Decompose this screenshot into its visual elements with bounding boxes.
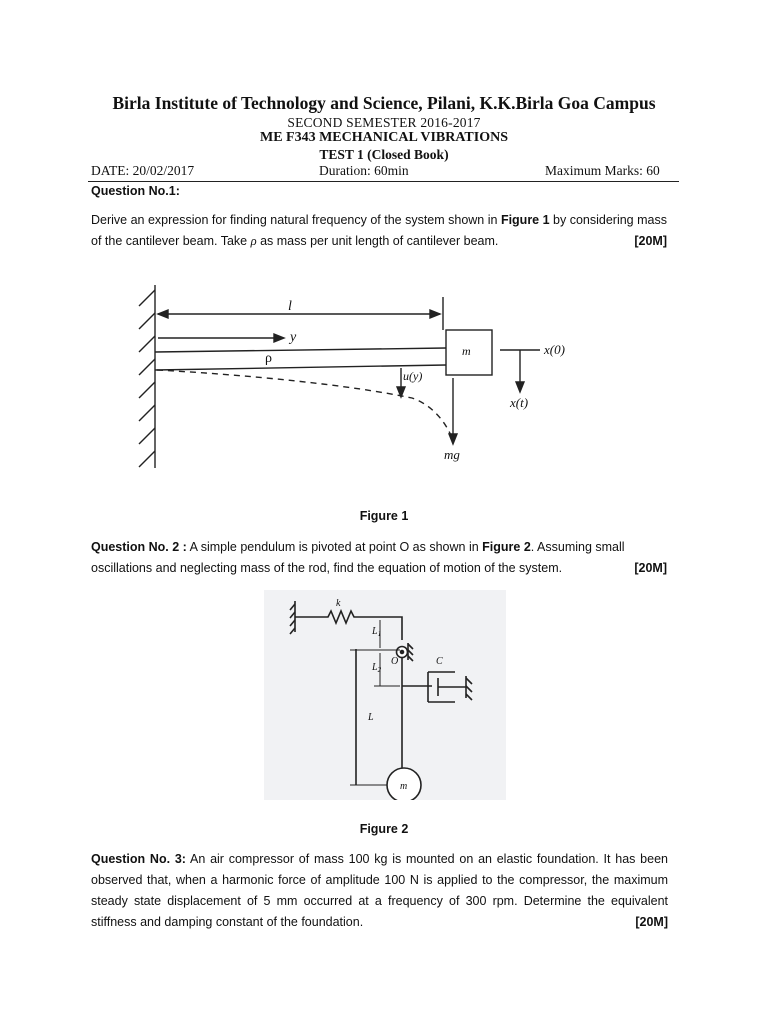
question-1-text-b: by considering mass of the cantilever beam. Take [91,213,667,248]
label-m: m [400,781,408,792]
label-length: l [288,299,292,314]
question-2 [91,537,667,579]
beam-top-edge [155,348,446,352]
label-rho: ρ [265,351,272,366]
rho-symbol: ρ [250,234,257,248]
label-x-t: x(t) [510,395,529,410]
question-2-text-b: . Assuming small oscillations and neglecting mass of the rod, find the equation of motion of the system. [91,540,625,575]
maximum-marks: Maximum Marks: 60 [545,163,660,178]
figure-1-reference: Figure 1 [500,213,550,227]
question-2-heading: Question No. 2 : [91,540,187,554]
question-1 [91,181,667,202]
figure-2-reference: Figure 2 [482,540,531,554]
figure-1-caption: Figure 1 [359,509,409,523]
label-u-y: u(y) [403,369,423,383]
label-k: k [336,598,341,609]
figure-2-pendulum-diagram [264,590,506,800]
exam-duration: Duration: 60min [319,163,409,178]
label-l2: $L_2$ [372,662,382,674]
question-1-marks: [20M] [634,234,667,248]
question-3 [91,849,668,933]
label-l: L [368,712,374,723]
question-2-text-a: A simple pendulum is pivoted at point O as shown in [186,540,483,554]
label-mass: m [462,344,471,358]
label-x0: x(0) [544,342,565,357]
institution-title: Birla Institute of Technology and Science, Pilani, K.K.Birla Goa Campus [112,93,656,113]
figure-2-background [264,590,506,800]
question-1-text [91,210,667,252]
question-3-text: An air compressor of mass 100 kg is mounted on an elastic foundation. It has been observed that, when a harmonic force of amplitude 100 N is applied to the compressor, the maximum steady state displacement of 5 mm occurred at a frequency of 300 rpm. Determine the equivalent stiffness and damping constant of the foundation. [91,852,668,929]
label-y: y [290,330,297,345]
label-l1: $L_1$ [372,626,382,638]
label-c: C [436,656,443,667]
label-mg: mg [444,447,460,462]
figure-2-caption: Figure 2 [359,822,409,836]
question-1-heading: Question No.1: [91,184,180,198]
figure-1-cantilever-diagram [135,270,595,470]
wall-hatching [139,290,155,467]
test-title: TEST 1 (Closed Book) [319,147,449,162]
question-1-text-a: Derive an expression for finding natural frequency of the system shown in [91,213,501,227]
semester-line: SECOND SEMESTER 2016-2017 [287,115,481,130]
exam-date: DATE: 20/02/2017 [91,163,195,178]
course-title: ME F343 MECHANICAL VIBRATIONS [259,130,508,145]
question-2-marks: [20M] [634,561,667,575]
question-3-heading: Question No. 3: [91,852,186,866]
question-3-marks: [20M] [635,915,668,929]
question-1-text-c: as mass per unit length of cantilever beam. [256,234,499,248]
label-o: O [391,656,399,667]
